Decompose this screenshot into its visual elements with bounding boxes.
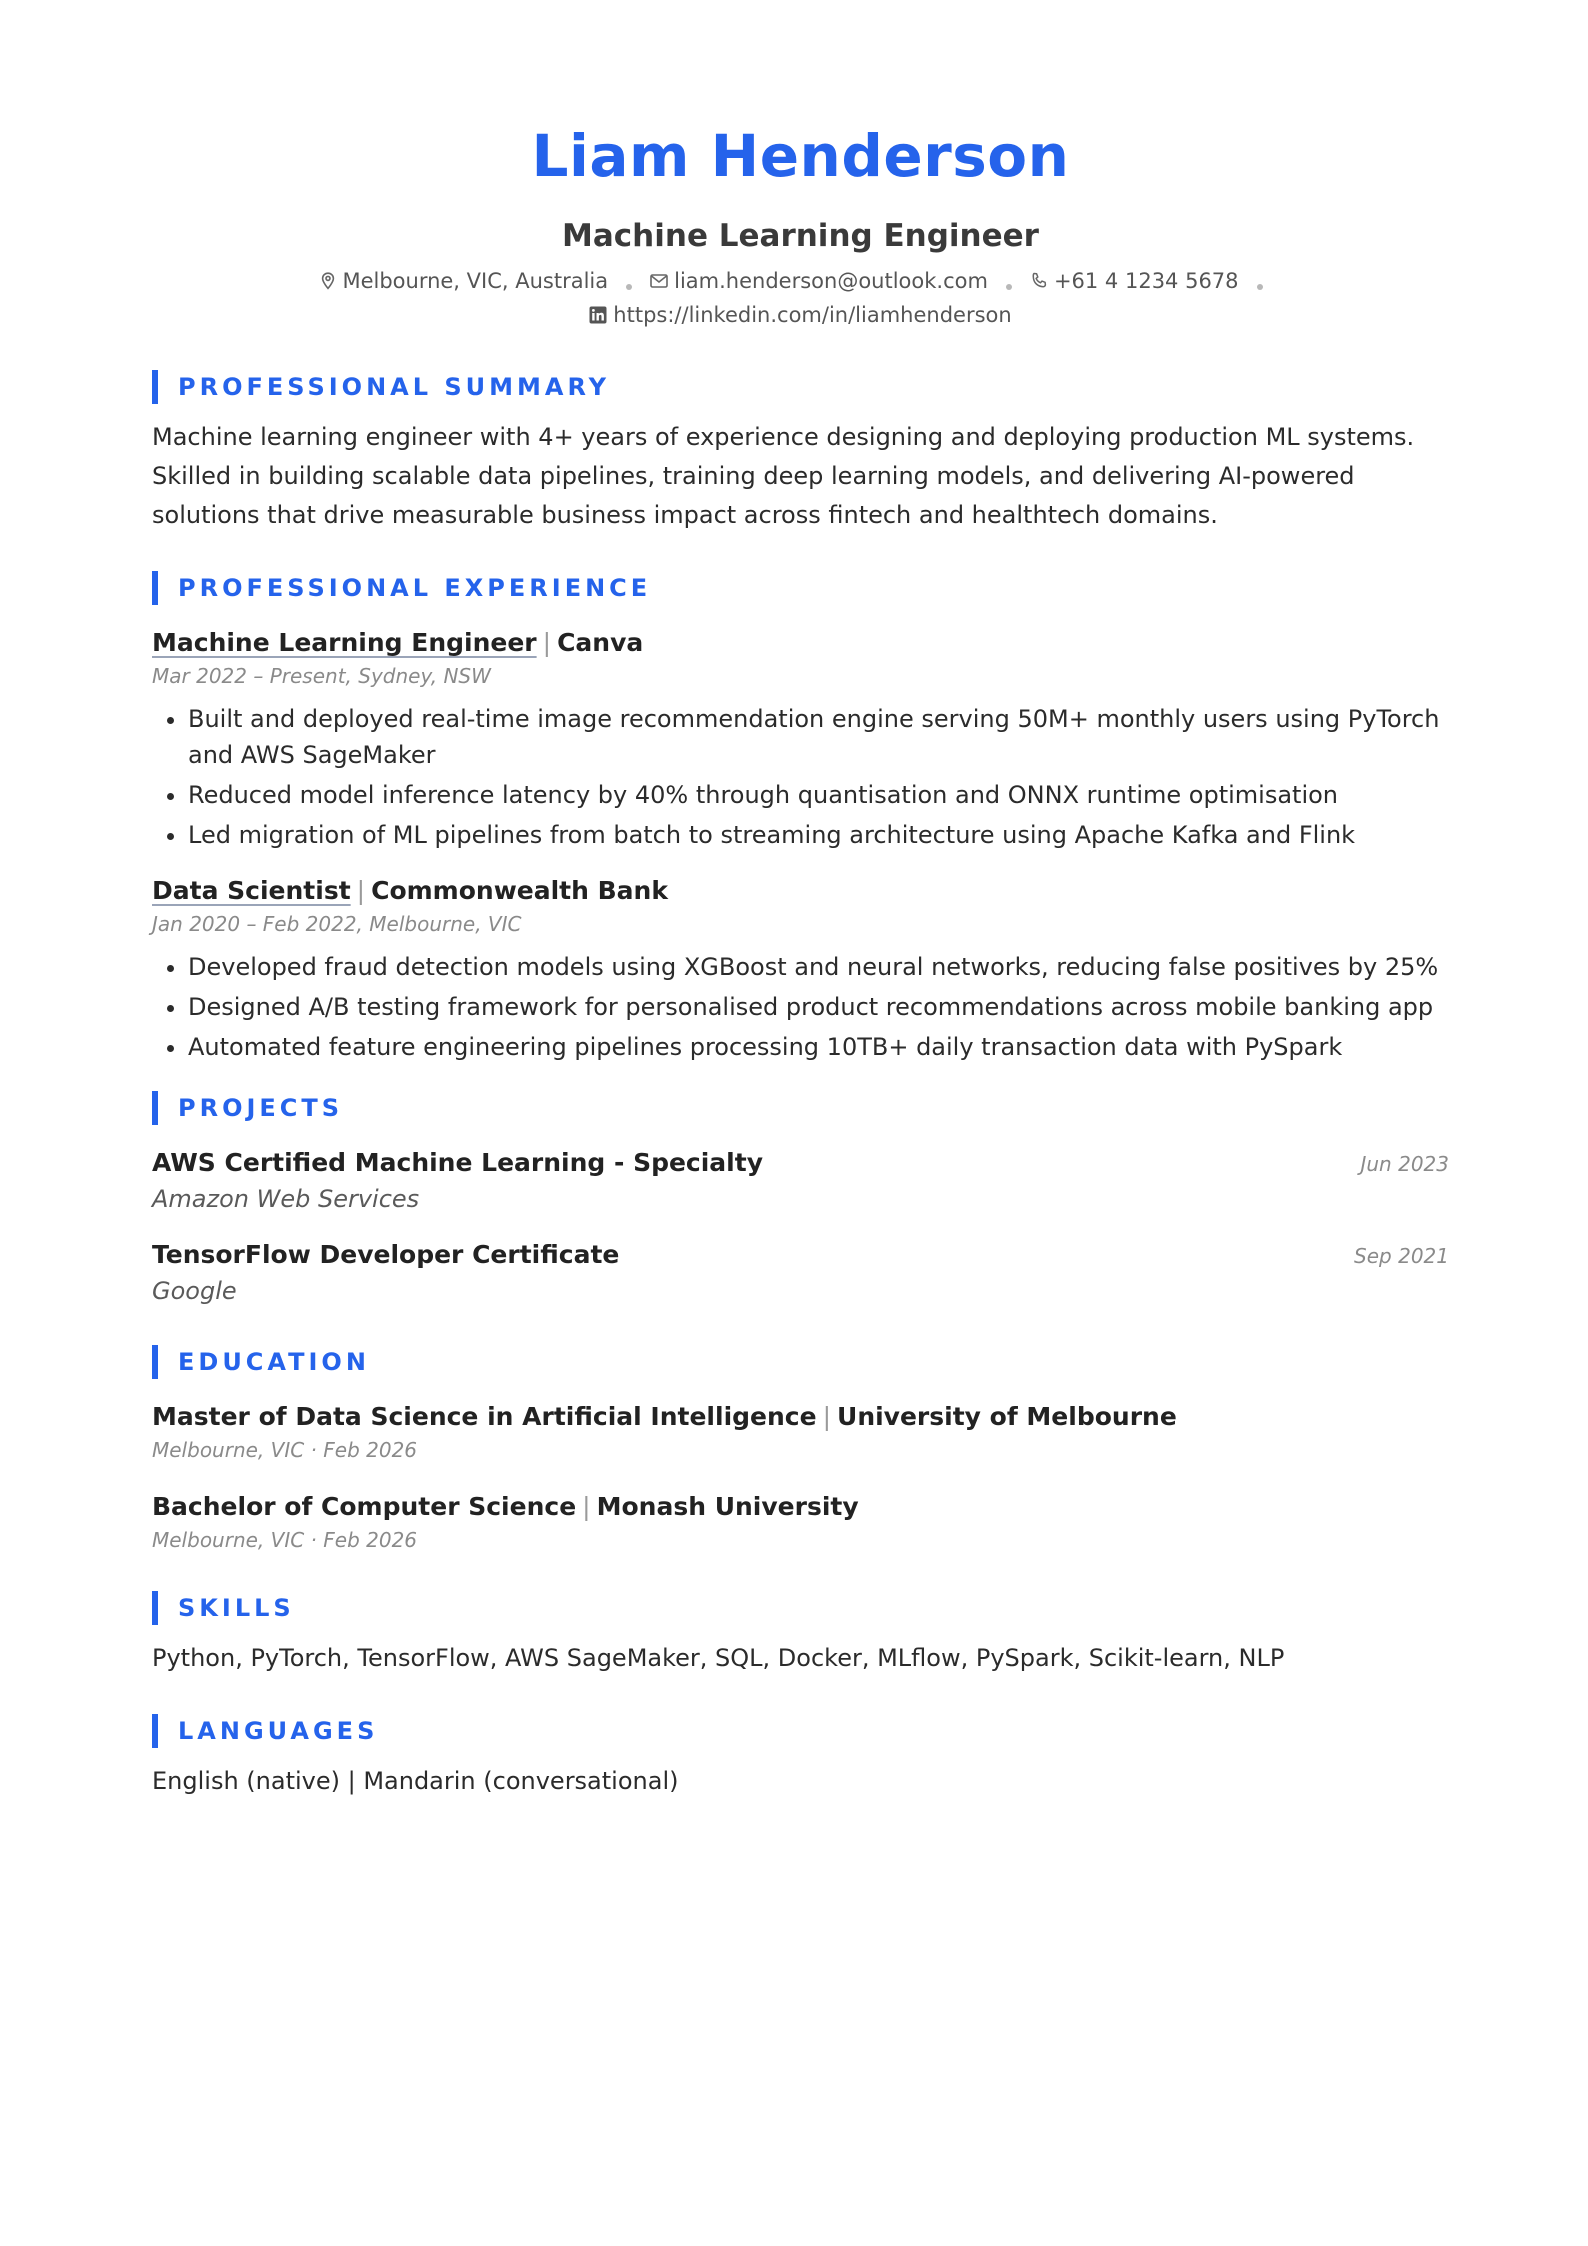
pipe-separator: | bbox=[822, 1402, 832, 1431]
contact-separator-dot bbox=[1006, 284, 1012, 290]
section-projects bbox=[152, 1091, 1449, 1309]
project-entry bbox=[152, 1145, 1449, 1217]
email-text[interactable]: liam.henderson@outlook.com bbox=[674, 269, 988, 293]
project-date: Jun 2023 bbox=[1360, 1152, 1449, 1176]
summary-text: Machine learning engineer with 4+ years of experience designing and deploying production ML systems. Skilled in building scalable data pipelines, training deep learning models, and delivering AI-powered solutions that drive measurable business impact across fintech and healthtech domains. bbox=[152, 423, 1415, 529]
list-item: • Reduced model inference latency by 40% through quantisation and ONNX runtime optimisation bbox=[188, 777, 1449, 813]
job-company: Commonwealth Bank bbox=[371, 876, 668, 905]
list-item: • Developed fraud detection models using XGBoost and neural networks, reducing false positives by 25% bbox=[188, 949, 1449, 985]
job-header bbox=[152, 625, 1449, 661]
list-item: • Designed A/B testing framework for personalised product recommendations across mobile banking app bbox=[188, 989, 1449, 1025]
languages-text: English (native) | Mandarin (conversational) bbox=[152, 1767, 679, 1795]
job-bullets bbox=[152, 949, 1449, 1065]
list-item: • Built and deployed real-time image recommendation engine serving 50M+ monthly users using PyTorch and AWS SageMaker bbox=[188, 701, 1449, 773]
location-text: Melbourne, VIC, Australia bbox=[342, 269, 609, 293]
contact-separator-dot bbox=[1257, 284, 1263, 290]
section-summary bbox=[152, 370, 1449, 535]
section-skills bbox=[152, 1591, 1449, 1678]
job-meta: Jan 2020 – Feb 2022, Melbourne, VIC bbox=[152, 912, 522, 936]
project-entry bbox=[152, 1237, 1449, 1309]
candidate-name: Liam Henderson bbox=[531, 122, 1070, 190]
education-meta: Melbourne, VIC · Feb 2026 bbox=[152, 1438, 418, 1462]
contact-row bbox=[152, 264, 1449, 298]
job-header bbox=[152, 873, 1449, 909]
pipe-separator: | bbox=[356, 876, 366, 905]
project-title: AWS Certified Machine Learning - Specialty bbox=[152, 1148, 763, 1177]
education-degree: Master of Data Science in Artificial Intelligence bbox=[152, 1402, 817, 1431]
phone-text[interactable]: +61 4 1234 5678 bbox=[1053, 269, 1239, 293]
contact-row-linkedin bbox=[152, 298, 1449, 332]
project-title: TensorFlow Developer Certificate bbox=[152, 1240, 620, 1269]
education-school: University of Melbourne bbox=[837, 1402, 1177, 1431]
section-education bbox=[152, 1345, 1449, 1555]
contact-email[interactable] bbox=[650, 264, 988, 298]
section-heading: EDUCATION bbox=[152, 1345, 1449, 1379]
skills-text: Python, PyTorch, TensorFlow, AWS SageMaker, SQL, Docker, MLflow, PySpark, Scikit-learn, NLP bbox=[152, 1644, 1285, 1672]
phone-icon bbox=[1030, 272, 1048, 290]
list-item: • Led migration of ML pipelines from batch to streaming architecture using Apache Kafka and Flink bbox=[188, 817, 1449, 853]
contact-linkedin[interactable] bbox=[589, 298, 1011, 332]
education-meta: Melbourne, VIC · Feb 2026 bbox=[152, 1528, 418, 1552]
pipe-separator: | bbox=[582, 1492, 591, 1521]
section-heading: PROFESSIONAL SUMMARY bbox=[152, 370, 1449, 404]
section-experience bbox=[152, 571, 1449, 1065]
section-heading: PROJECTS bbox=[152, 1091, 1449, 1125]
mail-icon bbox=[650, 274, 668, 288]
section-heading: SKILLS bbox=[152, 1591, 1449, 1625]
project-org: Amazon Web Services bbox=[152, 1185, 420, 1213]
linkedin-url[interactable]: https://linkedin.com/in/liamhenderson bbox=[613, 303, 1012, 327]
pipe-separator: | bbox=[542, 628, 552, 657]
linkedin-icon bbox=[589, 306, 607, 324]
education-entry bbox=[152, 1489, 1449, 1555]
job-role: Data Scientist bbox=[152, 876, 351, 905]
job-meta: Mar 2022 – Present, Sydney, NSW bbox=[152, 664, 491, 688]
section-heading: PROFESSIONAL EXPERIENCE bbox=[152, 571, 1449, 605]
job-company: Canva bbox=[557, 628, 644, 657]
contact-separator-dot bbox=[626, 284, 632, 290]
section-languages bbox=[152, 1714, 1449, 1801]
list-item: • Automated feature engineering pipelines processing 10TB+ daily transaction data with PySpark bbox=[188, 1029, 1449, 1065]
education-degree: Bachelor of Computer Science bbox=[152, 1492, 577, 1521]
job-role: Machine Learning Engineer bbox=[152, 628, 537, 657]
project-header bbox=[152, 1237, 1449, 1273]
education-header bbox=[152, 1489, 1449, 1525]
section-heading: LANGUAGES bbox=[152, 1714, 1449, 1748]
contact-location bbox=[320, 264, 608, 298]
project-org: Google bbox=[152, 1277, 237, 1305]
education-entry bbox=[152, 1399, 1449, 1465]
resume-header bbox=[152, 118, 1449, 332]
education-school: Monash University bbox=[596, 1492, 859, 1521]
job-entry bbox=[152, 625, 1449, 853]
project-header bbox=[152, 1145, 1449, 1181]
candidate-title: Machine Learning Engineer bbox=[562, 218, 1039, 254]
contact-phone[interactable] bbox=[1030, 264, 1239, 298]
location-pin-icon bbox=[320, 272, 336, 290]
job-entry bbox=[152, 873, 1449, 1065]
job-bullets bbox=[152, 701, 1449, 853]
project-date: Sep 2021 bbox=[1354, 1244, 1449, 1268]
education-header bbox=[152, 1399, 1449, 1435]
